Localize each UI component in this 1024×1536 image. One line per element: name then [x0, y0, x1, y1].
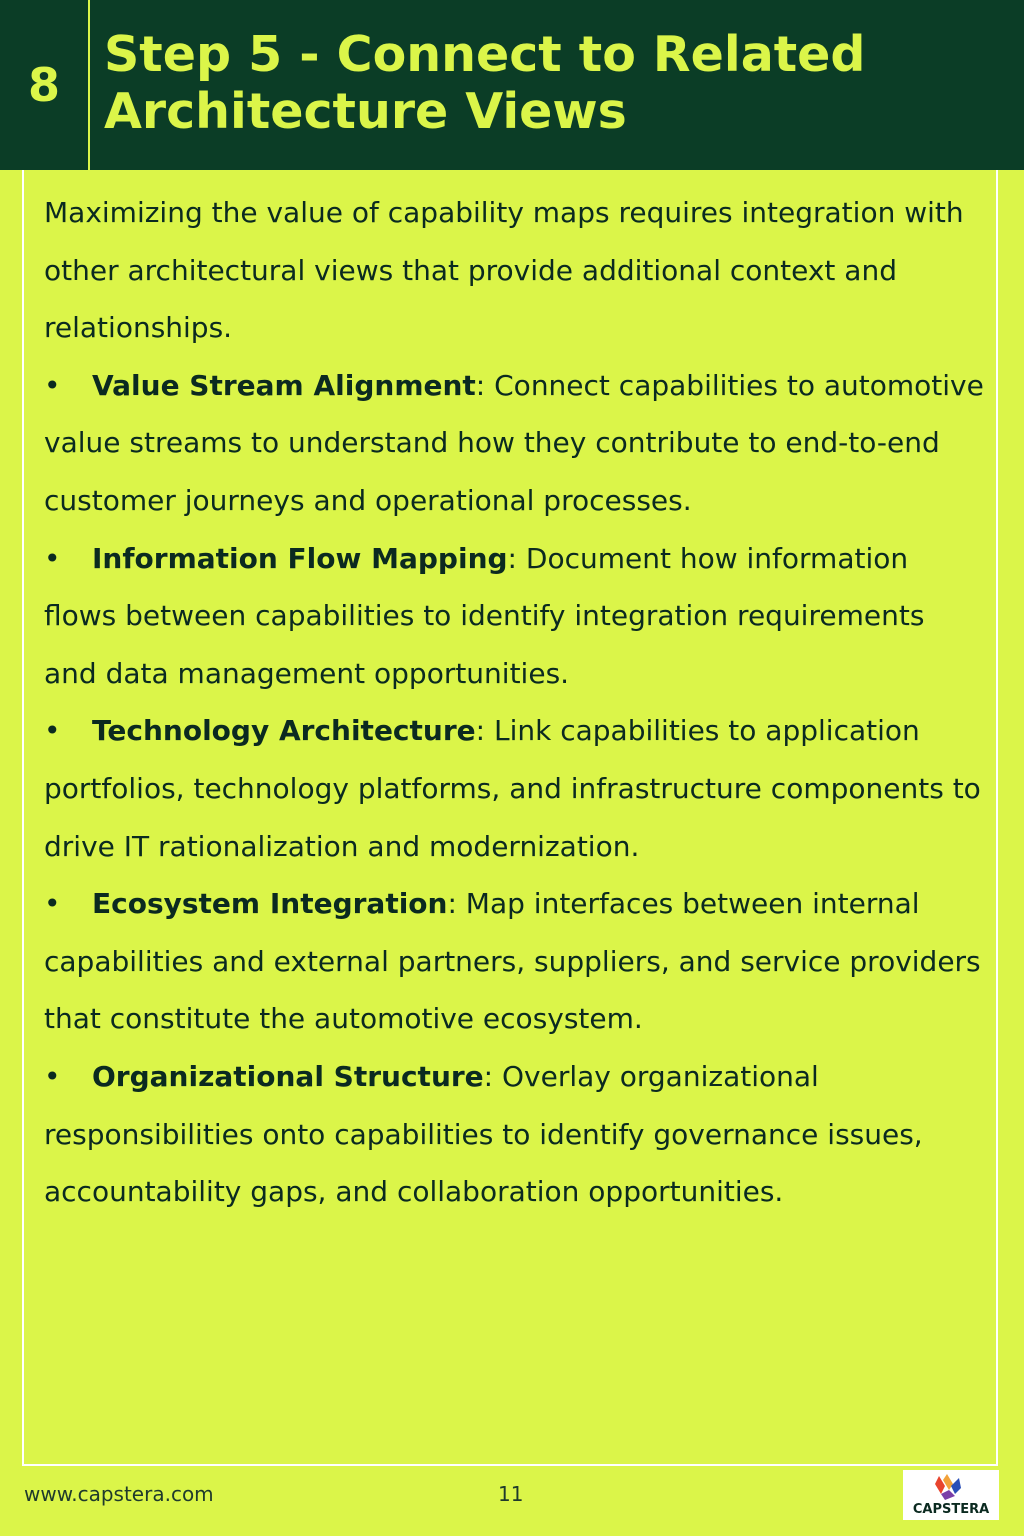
bullet-text: : Overlay organizational responsibilities onto capabilities to identify governance issues, accountability gaps, and collaboration opportunities. [44, 1059, 923, 1209]
logo-text: CAPSTERA [912, 1502, 990, 1517]
bullet-icon: • [44, 1059, 61, 1093]
step-number: 8 [27, 58, 60, 112]
bullet-item-information-flow [44, 530, 984, 703]
bullet-item-organizational-structure [44, 1048, 984, 1221]
capstera-logo [903, 1470, 999, 1520]
bullet-icon: • [44, 714, 61, 748]
page-title: Step 5 - Connect to Related Architecture Views [104, 26, 866, 140]
bullet-text: : Connect capabilities to automotive value streams to understand how they contribute to end-to-end customer journeys and operational processes. [44, 368, 984, 517]
page-number: 11 [498, 1482, 524, 1506]
body-content [44, 184, 984, 1221]
bullet-item-value-stream [44, 357, 984, 530]
bullet-term: Value Stream Alignment [92, 368, 476, 402]
header-divider [88, 0, 90, 170]
bullet-text: : Document how information flows between capabilities to identify integration requirements and data management opportunities. [44, 541, 925, 690]
bullet-icon: • [44, 541, 61, 575]
bullet-text: : Map interfaces between internal capabilities and external partners, suppliers, and service providers that constitute the automotive ecosystem. [44, 887, 981, 1036]
bullet-term: Organizational Structure [92, 1059, 484, 1093]
bullet-term: Technology Architecture [92, 714, 476, 748]
bullet-item-ecosystem-integration [44, 875, 984, 1048]
bullet-icon: • [44, 368, 61, 402]
footer-url-link[interactable]: www.capstera.com [24, 1482, 214, 1506]
bullet-item-technology-architecture [44, 702, 984, 875]
intro-paragraph: Maximizing the value of capability maps requires integration with other architectural views that provide additional context and relationships. [44, 196, 964, 345]
bullet-term: Information Flow Mapping [92, 541, 508, 575]
bullet-icon: • [44, 887, 61, 921]
bullet-text: : Link capabilities to application portfolios, technology platforms, and infrastructure components to drive IT rationalization and modernization. [44, 714, 981, 863]
bullet-term: Ecosystem Integration [92, 887, 448, 921]
page-header [0, 0, 1024, 170]
